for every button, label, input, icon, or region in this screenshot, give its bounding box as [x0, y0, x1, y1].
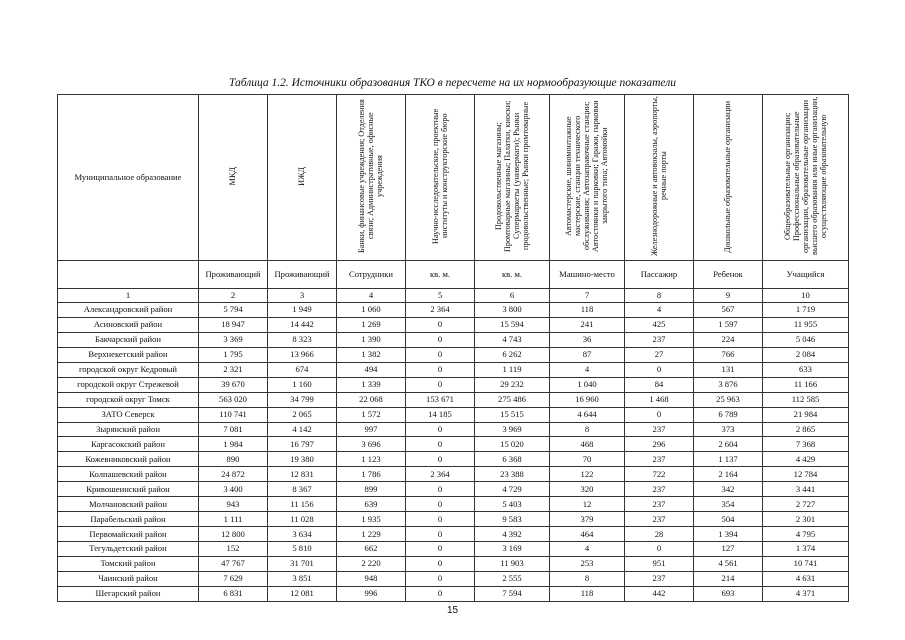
header-cell: Муниципальное образование	[58, 95, 199, 261]
value-cell: 29 232	[475, 377, 550, 392]
table-row	[58, 527, 849, 542]
municipality-name: Верхнекетский район	[58, 347, 199, 362]
header-label: Автомастерские, шиномонтажные мастерские, станции технического обслуживания; Автозаправочные станции; Автостоянки и парковки; Гаражи, парковки закрытого типа; Автомойки	[564, 100, 610, 253]
column-number: 2	[199, 289, 268, 303]
municipality-name: Томский район	[58, 556, 199, 571]
unit-cell	[58, 261, 199, 289]
value-cell: 3 169	[475, 542, 550, 557]
value-cell: 6 831	[199, 586, 268, 601]
table-row	[58, 407, 849, 422]
value-cell: 5 794	[199, 303, 268, 318]
header-label: Дошкольные образовательные организации	[723, 100, 733, 253]
value-cell: 2 865	[763, 422, 849, 437]
unit-cell: Машино-место	[550, 261, 625, 289]
unit-cell: Проживающий	[268, 261, 337, 289]
unit-cell: Пассажир	[625, 261, 694, 289]
value-cell: 4 561	[694, 556, 763, 571]
table-body	[58, 303, 849, 602]
municipality-name: Каргасокский район	[58, 437, 199, 452]
value-cell: 237	[625, 482, 694, 497]
value-cell: 152	[199, 542, 268, 557]
value-cell: 3 634	[268, 527, 337, 542]
value-cell: 1 160	[268, 377, 337, 392]
unit-cell: кв. м.	[406, 261, 475, 289]
header-cell	[475, 95, 550, 261]
value-cell: 0	[406, 332, 475, 347]
table-row	[58, 332, 849, 347]
value-cell: 1 111	[199, 512, 268, 527]
table-row	[58, 303, 849, 318]
value-cell: 0	[406, 317, 475, 332]
value-cell: 28	[625, 527, 694, 542]
value-cell: 1 935	[337, 512, 406, 527]
value-cell: 112 585	[763, 392, 849, 407]
value-cell: 379	[550, 512, 625, 527]
column-number: 6	[475, 289, 550, 303]
value-cell: 3 696	[337, 437, 406, 452]
value-cell: 296	[625, 437, 694, 452]
value-cell: 47 767	[199, 556, 268, 571]
value-cell: 11 028	[268, 512, 337, 527]
value-cell: 2 084	[763, 347, 849, 362]
value-cell: 0	[406, 437, 475, 452]
value-cell: 4 142	[268, 422, 337, 437]
table-caption: Таблица 1.2. Источники образования ТКО в пересчете на их нормообразующие показатели	[229, 77, 676, 89]
value-cell: 7 081	[199, 422, 268, 437]
header-label: ИЖД	[297, 167, 307, 186]
value-cell: 7 368	[763, 437, 849, 452]
value-cell: 21 984	[763, 407, 849, 422]
value-cell: 14 442	[268, 317, 337, 332]
value-cell: 15 594	[475, 317, 550, 332]
value-cell: 1 382	[337, 347, 406, 362]
value-cell: 237	[625, 571, 694, 586]
header-cell	[406, 95, 475, 261]
value-cell: 2 555	[475, 571, 550, 586]
value-cell: 3 876	[694, 377, 763, 392]
value-cell: 1 119	[475, 362, 550, 377]
value-cell: 2 321	[199, 362, 268, 377]
value-cell: 16 797	[268, 437, 337, 452]
header-cell	[268, 95, 337, 261]
column-number: 10	[763, 289, 849, 303]
value-cell: 997	[337, 422, 406, 437]
value-cell: 8	[550, 422, 625, 437]
value-cell: 4 429	[763, 452, 849, 467]
value-cell: 18 947	[199, 317, 268, 332]
table-row	[58, 452, 849, 467]
municipality-name: Асиновский район	[58, 317, 199, 332]
value-cell: 3 969	[475, 422, 550, 437]
table-row	[58, 542, 849, 557]
value-cell: 2 301	[763, 512, 849, 527]
column-number: 4	[337, 289, 406, 303]
value-cell: 342	[694, 482, 763, 497]
value-cell: 12	[550, 497, 625, 512]
value-cell: 464	[550, 527, 625, 542]
value-cell: 639	[337, 497, 406, 512]
table-row	[58, 467, 849, 482]
value-cell: 3 400	[199, 482, 268, 497]
value-cell: 899	[337, 482, 406, 497]
column-number: 9	[694, 289, 763, 303]
header-label: Банки, финансовые учреждения; Отделения связи; Административные, офисные учреждения	[357, 99, 385, 254]
value-cell: 2 727	[763, 497, 849, 512]
value-cell: 31 701	[268, 556, 337, 571]
value-cell: 4	[550, 542, 625, 557]
value-cell: 237	[625, 332, 694, 347]
value-cell: 22 068	[337, 392, 406, 407]
page-number: 15	[446, 605, 459, 616]
municipality-name: Первомайский район	[58, 527, 199, 542]
value-cell: 34 799	[268, 392, 337, 407]
value-cell: 11 166	[763, 377, 849, 392]
value-cell: 4 795	[763, 527, 849, 542]
municipality-name: городской округ Стрежевой	[58, 377, 199, 392]
value-cell: 237	[625, 422, 694, 437]
value-cell: 1 339	[337, 377, 406, 392]
value-cell: 567	[694, 303, 763, 318]
unit-cell: кв. м.	[475, 261, 550, 289]
value-cell: 84	[625, 377, 694, 392]
value-cell: 674	[268, 362, 337, 377]
value-cell: 237	[625, 497, 694, 512]
value-cell: 0	[406, 542, 475, 557]
value-cell: 131	[694, 362, 763, 377]
table-row	[58, 362, 849, 377]
value-cell: 1 394	[694, 527, 763, 542]
value-cell: 2 065	[268, 407, 337, 422]
value-cell: 1 269	[337, 317, 406, 332]
value-cell: 8	[550, 571, 625, 586]
value-cell: 890	[199, 452, 268, 467]
value-cell: 4 729	[475, 482, 550, 497]
column-number: 1	[58, 289, 199, 303]
value-cell: 0	[625, 362, 694, 377]
table-row	[58, 497, 849, 512]
column-numbers-row	[58, 289, 849, 303]
value-cell: 15 515	[475, 407, 550, 422]
value-cell: 127	[694, 542, 763, 557]
value-cell: 1 374	[763, 542, 849, 557]
value-cell: 11 156	[268, 497, 337, 512]
header-cell	[199, 95, 268, 261]
value-cell: 6 368	[475, 452, 550, 467]
value-cell: 373	[694, 422, 763, 437]
header-row	[58, 95, 849, 261]
value-cell: 2 220	[337, 556, 406, 571]
value-cell: 19 380	[268, 452, 337, 467]
value-cell: 5 810	[268, 542, 337, 557]
unit-cell: Сотрудники	[337, 261, 406, 289]
value-cell: 766	[694, 347, 763, 362]
value-cell: 70	[550, 452, 625, 467]
value-cell: 3 369	[199, 332, 268, 347]
value-cell: 118	[550, 586, 625, 601]
value-cell: 1 949	[268, 303, 337, 318]
value-cell: 1 040	[550, 377, 625, 392]
header-label: Научно-исследовательские, проектные институты и конструкторские бюро	[430, 108, 449, 245]
value-cell: 8 367	[268, 482, 337, 497]
value-cell: 11 903	[475, 556, 550, 571]
municipality-name: Шегарский район	[58, 586, 199, 601]
value-cell: 1 060	[337, 303, 406, 318]
value-cell: 2 604	[694, 437, 763, 452]
value-cell: 4 644	[550, 407, 625, 422]
municipality-name: городской округ Кедровый	[58, 362, 199, 377]
value-cell: 320	[550, 482, 625, 497]
unit-cell: Ребенок	[694, 261, 763, 289]
value-cell: 0	[406, 571, 475, 586]
value-cell: 6 789	[694, 407, 763, 422]
value-cell: 39 670	[199, 377, 268, 392]
value-cell: 7 629	[199, 571, 268, 586]
value-cell: 87	[550, 347, 625, 362]
value-cell: 1 390	[337, 332, 406, 347]
table-row	[58, 347, 849, 362]
value-cell: 0	[625, 542, 694, 557]
municipality-name: ЗАТО Северск	[58, 407, 199, 422]
tko-sources-table	[57, 94, 849, 602]
header-label: Железнодорожные и автовокзалы, аэропорты, речные порты	[649, 96, 668, 257]
table-row	[58, 482, 849, 497]
value-cell: 237	[625, 452, 694, 467]
value-cell: 442	[625, 586, 694, 601]
municipality-name: Тегульдетский район	[58, 542, 199, 557]
header-label: Продовольственные магазины; Промтоварные магазины; Палатки, киоски; Супермаркеты (универмаги); Рынки продовольственные; Рынки промтоварные	[493, 100, 531, 253]
municipality-name: Александровский район	[58, 303, 199, 318]
value-cell: 1 597	[694, 317, 763, 332]
value-cell: 494	[337, 362, 406, 377]
value-cell: 4 743	[475, 332, 550, 347]
value-cell: 4	[550, 362, 625, 377]
value-cell: 110 741	[199, 407, 268, 422]
table-row	[58, 571, 849, 586]
value-cell: 633	[763, 362, 849, 377]
value-cell: 27	[625, 347, 694, 362]
table-row	[58, 392, 849, 407]
column-number: 7	[550, 289, 625, 303]
municipality-name: Колпашевский район	[58, 467, 199, 482]
value-cell: 948	[337, 571, 406, 586]
value-cell: 662	[337, 542, 406, 557]
municipality-name: Бакчарский район	[58, 332, 199, 347]
header-label: Общеобразовательные организации; Профессиональные образовательные организации, образовательные организации высшего образования или иные организации, осуществляющие образовательную	[782, 97, 829, 256]
value-cell: 1 786	[337, 467, 406, 482]
value-cell: 118	[550, 303, 625, 318]
unit-cell: Учащийся	[763, 261, 849, 289]
value-cell: 25 963	[694, 392, 763, 407]
value-cell: 12 800	[199, 527, 268, 542]
column-number: 5	[406, 289, 475, 303]
value-cell: 23 388	[475, 467, 550, 482]
header-cell	[337, 95, 406, 261]
table-row	[58, 556, 849, 571]
value-cell: 36	[550, 332, 625, 347]
header-cell	[625, 95, 694, 261]
value-cell: 0	[406, 586, 475, 601]
table-row	[58, 586, 849, 601]
value-cell: 2 364	[406, 467, 475, 482]
value-cell: 3 441	[763, 482, 849, 497]
value-cell: 224	[694, 332, 763, 347]
value-cell: 15 020	[475, 437, 550, 452]
value-cell: 0	[406, 556, 475, 571]
value-cell: 0	[406, 512, 475, 527]
municipality-name: городской округ Томск	[58, 392, 199, 407]
value-cell: 3 800	[475, 303, 550, 318]
value-cell: 1 468	[625, 392, 694, 407]
table-row	[58, 422, 849, 437]
value-cell: 4 392	[475, 527, 550, 542]
value-cell: 7 594	[475, 586, 550, 601]
value-cell: 122	[550, 467, 625, 482]
value-cell: 1 984	[199, 437, 268, 452]
value-cell: 4	[625, 303, 694, 318]
value-cell: 275 486	[475, 392, 550, 407]
value-cell: 9 583	[475, 512, 550, 527]
unit-cell: Проживающий	[199, 261, 268, 289]
value-cell: 1 719	[763, 303, 849, 318]
value-cell: 563 020	[199, 392, 268, 407]
value-cell: 153 671	[406, 392, 475, 407]
value-cell: 2 364	[406, 303, 475, 318]
municipality-name: Молчановский район	[58, 497, 199, 512]
value-cell: 1 137	[694, 452, 763, 467]
value-cell: 12 784	[763, 467, 849, 482]
value-cell: 5 046	[763, 332, 849, 347]
value-cell: 354	[694, 497, 763, 512]
value-cell: 943	[199, 497, 268, 512]
value-cell: 253	[550, 556, 625, 571]
value-cell: 4 631	[763, 571, 849, 586]
value-cell: 4 371	[763, 586, 849, 601]
header-cell	[694, 95, 763, 261]
header-cell	[550, 95, 625, 261]
table-row	[58, 512, 849, 527]
units-row	[58, 261, 849, 289]
value-cell: 0	[406, 482, 475, 497]
value-cell: 0	[406, 497, 475, 512]
value-cell: 996	[337, 586, 406, 601]
value-cell: 3 851	[268, 571, 337, 586]
value-cell: 693	[694, 586, 763, 601]
value-cell: 8 323	[268, 332, 337, 347]
municipality-name: Кривошеинский район	[58, 482, 199, 497]
header-label: МКД	[228, 167, 238, 186]
value-cell: 504	[694, 512, 763, 527]
value-cell: 1 795	[199, 347, 268, 362]
municipality-name: Зырянский район	[58, 422, 199, 437]
value-cell: 0	[406, 362, 475, 377]
value-cell: 241	[550, 317, 625, 332]
value-cell: 14 185	[406, 407, 475, 422]
value-cell: 0	[406, 527, 475, 542]
value-cell: 10 741	[763, 556, 849, 571]
column-number: 8	[625, 289, 694, 303]
value-cell: 425	[625, 317, 694, 332]
value-cell: 1 572	[337, 407, 406, 422]
value-cell: 237	[625, 512, 694, 527]
value-cell: 5 403	[475, 497, 550, 512]
value-cell: 0	[625, 407, 694, 422]
value-cell: 1 123	[337, 452, 406, 467]
value-cell: 1 229	[337, 527, 406, 542]
value-cell: 2 164	[694, 467, 763, 482]
value-cell: 214	[694, 571, 763, 586]
value-cell: 0	[406, 347, 475, 362]
municipality-name: Кожевниковский район	[58, 452, 199, 467]
value-cell: 6 262	[475, 347, 550, 362]
value-cell: 0	[406, 377, 475, 392]
value-cell: 722	[625, 467, 694, 482]
column-number: 3	[268, 289, 337, 303]
table-row	[58, 377, 849, 392]
municipality-name: Парабельский район	[58, 512, 199, 527]
municipality-name: Чаинский район	[58, 571, 199, 586]
table-row	[58, 437, 849, 452]
header-cell	[763, 95, 849, 261]
value-cell: 12 831	[268, 467, 337, 482]
value-cell: 13 966	[268, 347, 337, 362]
value-cell: 11 955	[763, 317, 849, 332]
value-cell: 12 081	[268, 586, 337, 601]
value-cell: 468	[550, 437, 625, 452]
table-row	[58, 317, 849, 332]
value-cell: 24 872	[199, 467, 268, 482]
value-cell: 16 960	[550, 392, 625, 407]
value-cell: 951	[625, 556, 694, 571]
value-cell: 0	[406, 452, 475, 467]
value-cell: 0	[406, 422, 475, 437]
